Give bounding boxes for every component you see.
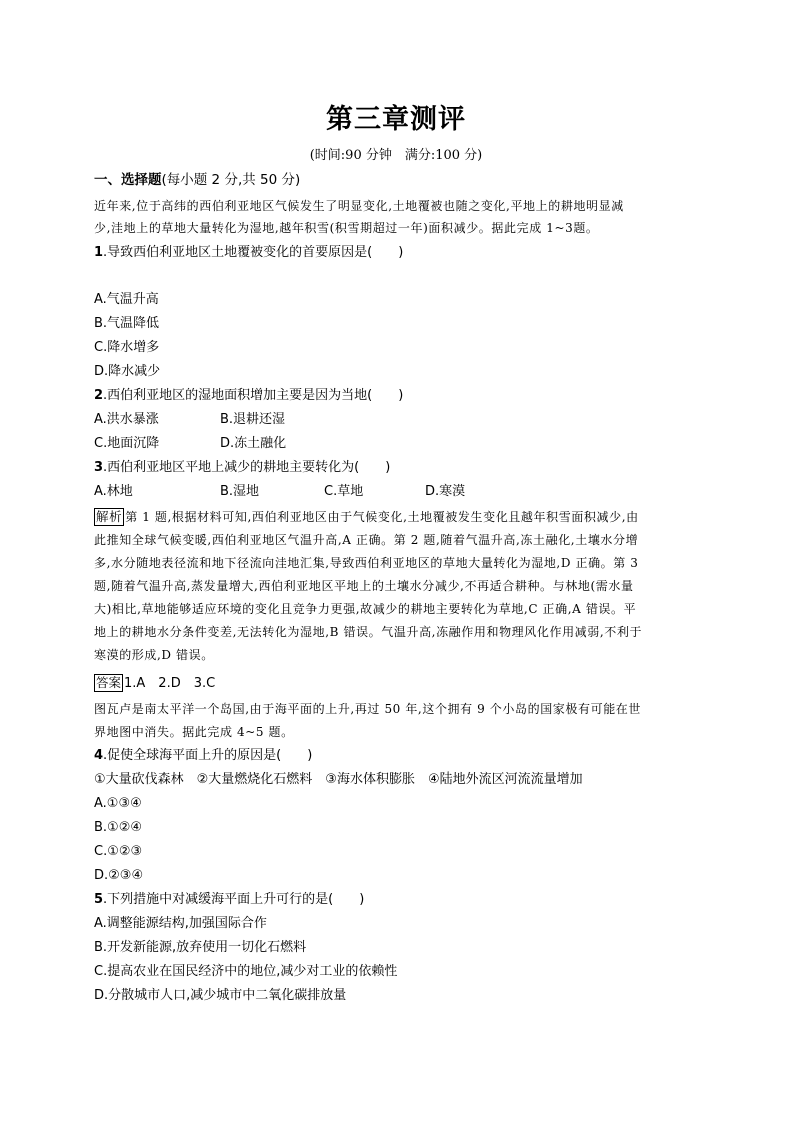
q3-options-row xyxy=(94,482,465,502)
q1-option-c: C.降水增多 xyxy=(94,340,160,355)
q3-option-a: A.林地 xyxy=(94,484,133,499)
question-text: .导致西伯利亚地区土地覆被变化的首要原因是( ) xyxy=(103,245,404,260)
answer-text: 1.A 2.D 3.C xyxy=(124,676,216,691)
analysis-tag: 解析 xyxy=(96,509,123,524)
q5-option-d: D.分散城市人口,减少城市中二氧化碳排放量 xyxy=(94,988,347,1003)
question-1-stem xyxy=(94,243,403,263)
section-heading xyxy=(94,170,300,190)
q5-option-a: A.调整能源结构,加强国际合作 xyxy=(94,916,267,931)
passage-line: 少,洼地上的草地大量转化为湿地,越年积雪(积雪期超过一年)面积减少。据此完成 1~3题。 xyxy=(94,221,599,235)
q2-options-row-1 xyxy=(94,410,285,430)
analysis-line: 此推知全球气候变暖,西伯利亚地区气温升高,A 正确。第 2 题,随着气温升高,冻土融化,土壤水分增 xyxy=(94,533,639,547)
q4-option-a: A.①③④ xyxy=(94,796,142,811)
question-3-stem xyxy=(94,458,390,478)
section-note: (每小题 2 分,共 50 分) xyxy=(161,172,301,188)
answer-tag: 答案 xyxy=(96,675,122,690)
q3-option-b: B.湿地 xyxy=(220,484,260,499)
q2-option-a: A.洪水暴涨 xyxy=(94,412,159,427)
question-5-stem xyxy=(94,890,364,910)
page-title: 第三章测评 xyxy=(326,104,466,135)
analysis-line: 题,随着气温升高,蒸发量增大,西伯利亚地区平地上的土壤水分减少,不再适合耕种。与林地(需水量 xyxy=(94,579,634,593)
q3-option-c: C.草地 xyxy=(324,484,364,499)
q1-option-b: B.气温降低 xyxy=(94,316,160,331)
q2-option-d: D.冻土融化 xyxy=(220,436,287,451)
question-text: .下列措施中对减缓海平面上升可行的是( ) xyxy=(103,892,365,907)
question-4-stem xyxy=(94,746,312,766)
q4-option-c: C.①②③ xyxy=(94,844,143,859)
question-number: 3 xyxy=(94,460,104,475)
question-text: .西伯利亚地区的湿地面积增加主要是因为当地( ) xyxy=(103,388,404,403)
passage-line: 图瓦卢是南太平洋一个岛国,由于海平面的上升,再过 50 年,这个拥有 9 个小岛的国家极有可能在世 xyxy=(94,702,642,716)
question-number: 2 xyxy=(94,388,104,403)
q4-items: ①大量砍伐森林 ②大量燃烧化石燃料 ③海水体积膨胀 ④陆地外流区河流流量增加 xyxy=(94,772,583,787)
question-2-stem xyxy=(94,386,403,406)
analysis-text: 第 1 题,根据材料可知,西伯利亚地区由于气候变化,土地覆被发生变化且越年积雪面积减少,由 xyxy=(125,510,639,524)
q2-option-b: B.退耕还湿 xyxy=(220,412,286,427)
section-title: 一、选择题 xyxy=(94,172,162,188)
question-number: 4 xyxy=(94,748,104,763)
passage-line: 近年来,位于高纬的西伯利亚地区气候发生了明显变化,土地覆被也随之变化,平地上的耕地明显减 xyxy=(94,199,624,213)
q1-option-d: D.降水减少 xyxy=(94,364,161,379)
page-subtitle: (时间:90 分钟 满分:100 分) xyxy=(309,148,483,163)
q2-option-c: C.地面沉降 xyxy=(94,436,160,451)
q2-options-row-2 xyxy=(94,434,286,454)
q5-option-b: B.开发新能源,放弃使用一切化石燃料 xyxy=(94,940,307,955)
answer-line xyxy=(94,674,215,694)
analysis-line: 多,水分随地表径流和地下径流向洼地汇集,导致西伯利亚地区的草地大量转化为湿地,D 正确。第 3 xyxy=(94,556,639,570)
q4-option-d: D.②③④ xyxy=(94,868,144,883)
question-number: 5 xyxy=(94,892,104,907)
q3-option-d: D.寒漠 xyxy=(425,484,466,499)
question-text: .西伯利亚地区平地上减少的耕地主要转化为( ) xyxy=(103,460,391,475)
q1-option-a: A.气温升高 xyxy=(94,292,159,307)
q4-option-b: B.①②④ xyxy=(94,820,143,835)
passage-line: 界地图中消失。据此完成 4~5 题。 xyxy=(94,725,294,739)
analysis-line: 寒漠的形成,D 错误。 xyxy=(94,648,214,662)
q5-option-c: C.提高农业在国民经济中的地位,减少对工业的依赖性 xyxy=(94,964,398,979)
analysis-line-1 xyxy=(94,506,639,528)
question-text: .促使全球海平面上升的原因是( ) xyxy=(103,748,313,763)
question-number: 1 xyxy=(94,245,104,260)
analysis-line: 地上的耕地水分条件变差,无法转化为湿地,B 错误。气温升高,冻融作用和物理风化作用减弱,不利于 xyxy=(94,625,643,639)
analysis-line: 大)相比,草地能够适应环境的变化且竞争力更强,故减少的耕地主要转化为草地,C 正确,A 错误。平 xyxy=(94,602,637,616)
